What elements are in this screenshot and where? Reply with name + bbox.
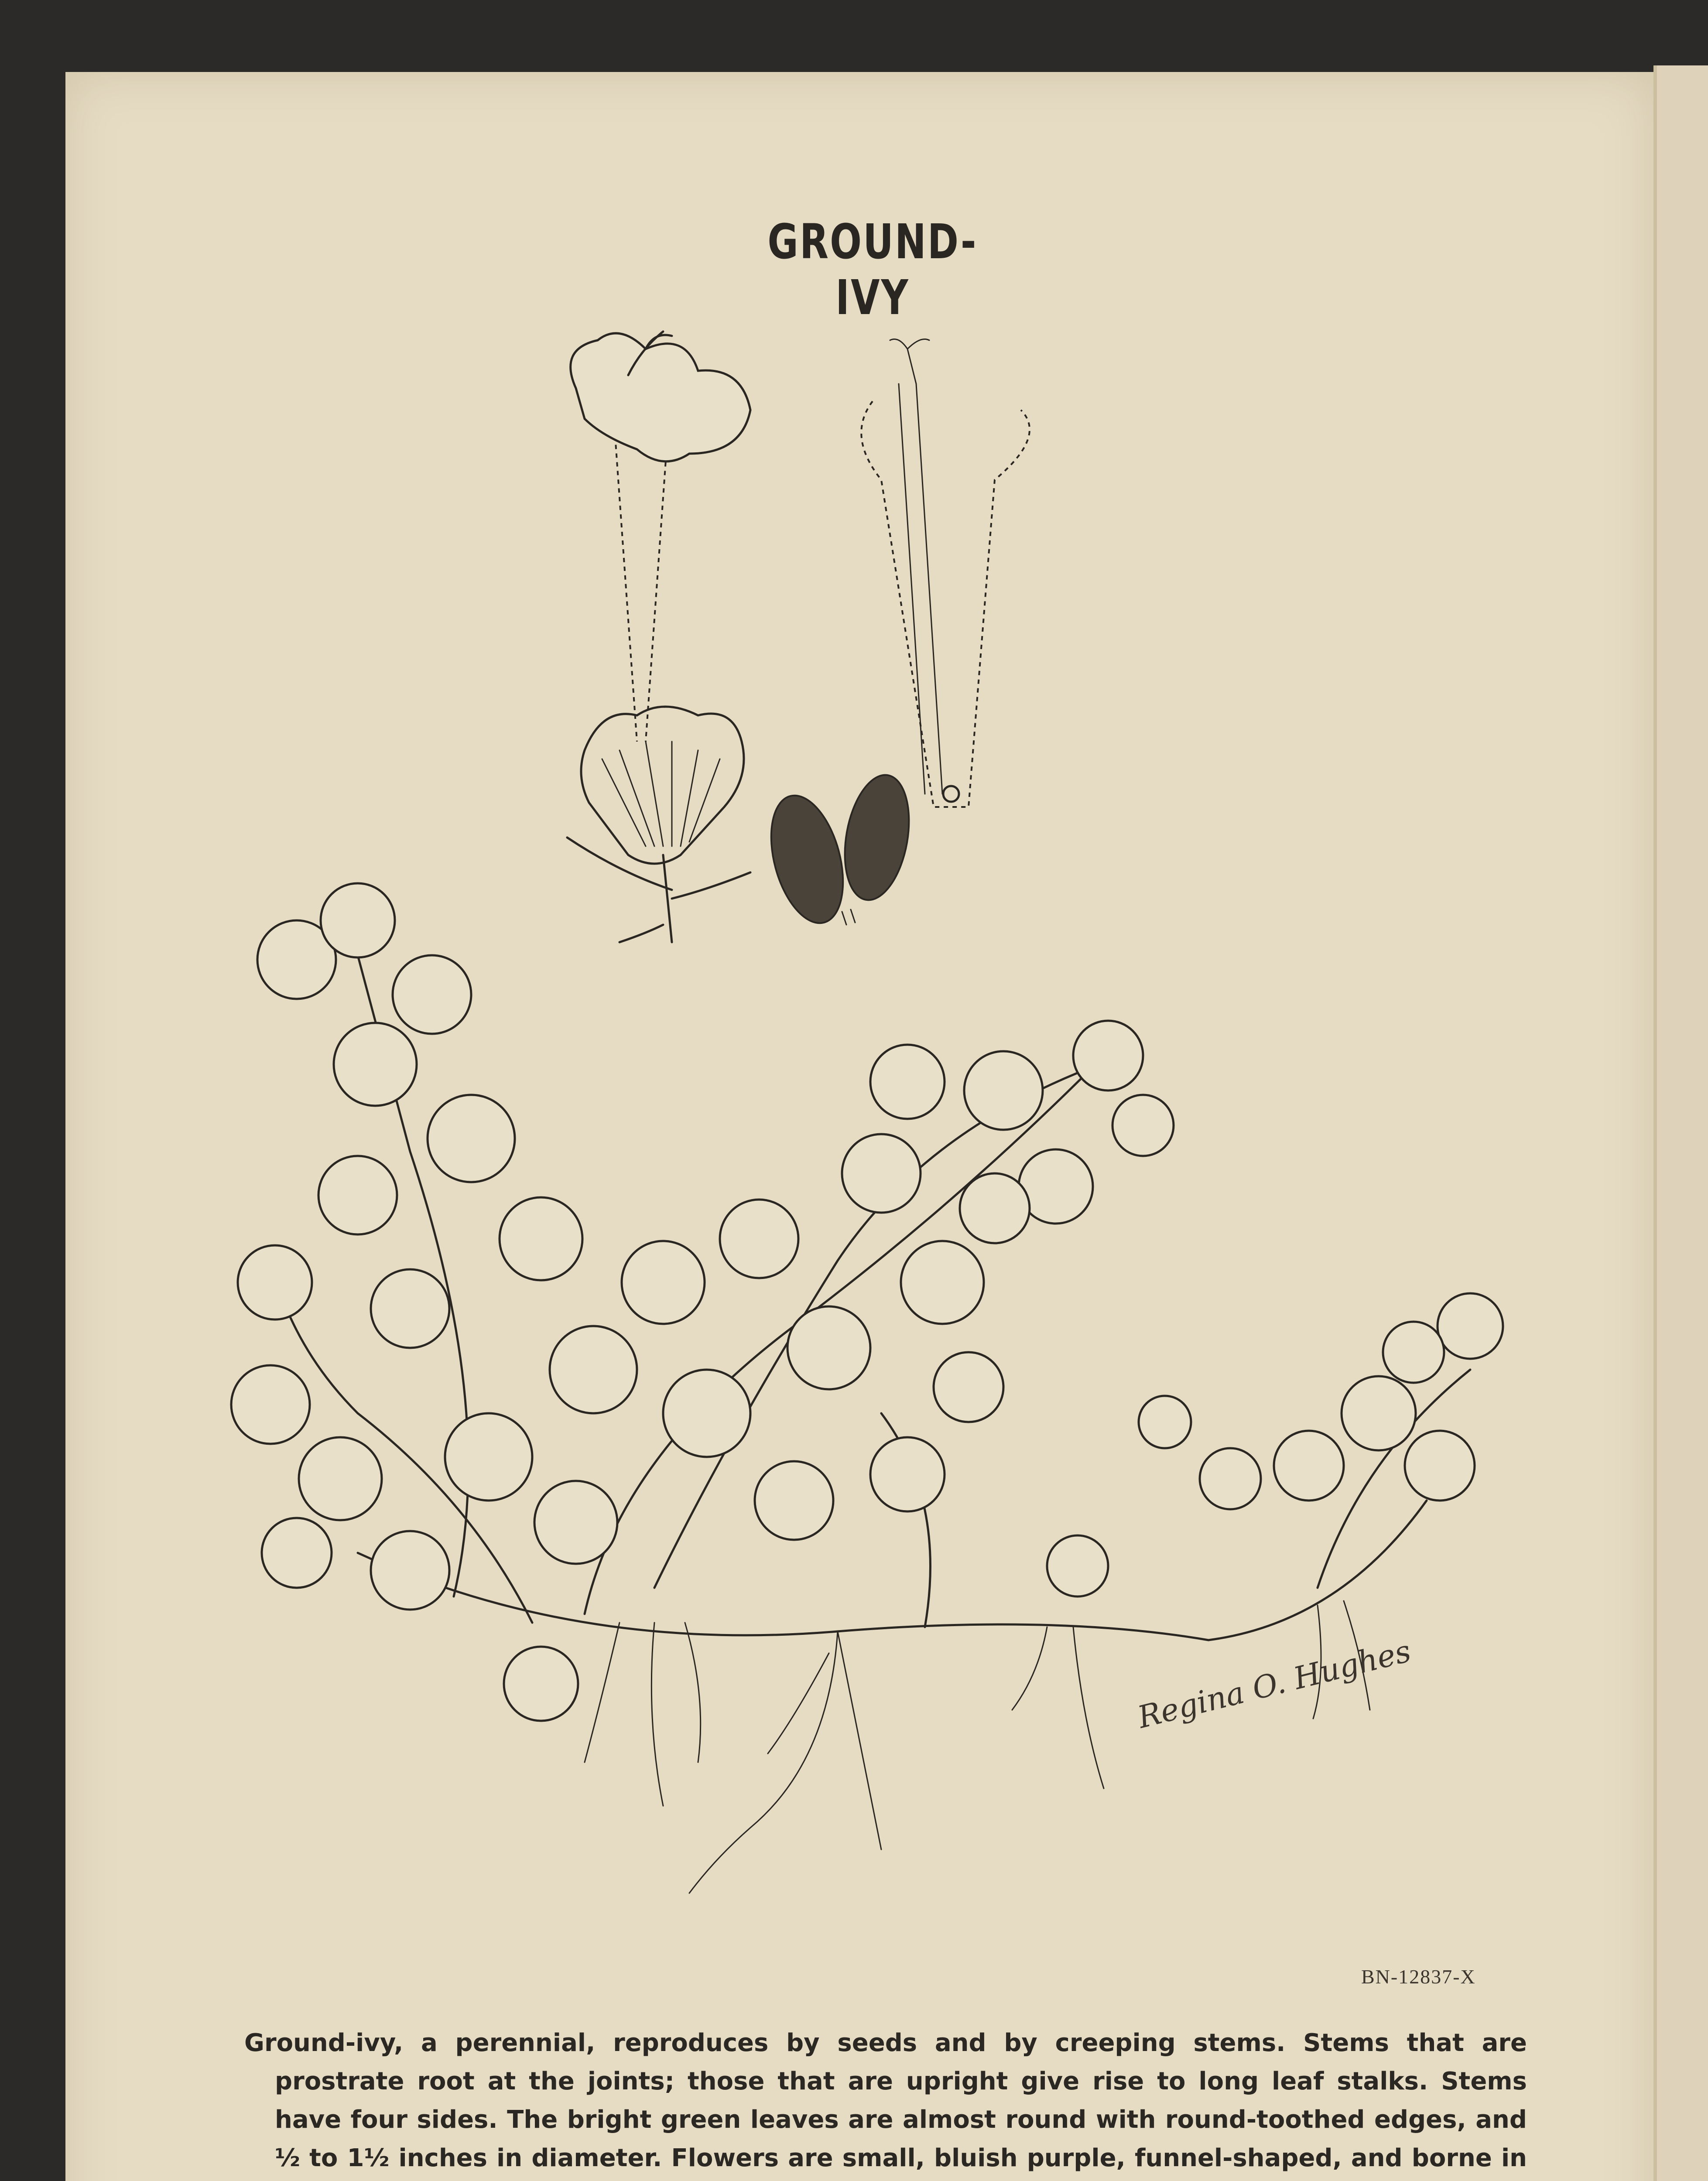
caption-text: Ground-ivy, a perennial, reproduces by seeds and by creeping stems. Stems that are prostrate root at the joints; those that are upright give rise to long leaf stalks. Stems have four sides. The bright green leaves are almost round with round-toothed edges, and ½ to 1½ inches in diameter. Flowers are small, bluish purple, funnel-shaped, and borne in: [244, 2029, 1527, 2172]
facing-page-edge: [1653, 65, 1708, 2181]
plant-roots: [585, 1601, 1370, 1893]
flower-detail: [567, 332, 750, 942]
artist-signature: Regina O. Hughes: [1134, 1633, 1414, 1736]
ground-ivy-illustration: [227, 323, 1518, 1945]
page-title: GROUND-IVY: [767, 214, 978, 325]
flower-section-detail: [861, 339, 1030, 807]
plant-leaves: [231, 883, 1503, 1721]
negative-number: BN-12837-X: [1361, 1966, 1476, 1988]
seed-detail: [759, 770, 918, 931]
